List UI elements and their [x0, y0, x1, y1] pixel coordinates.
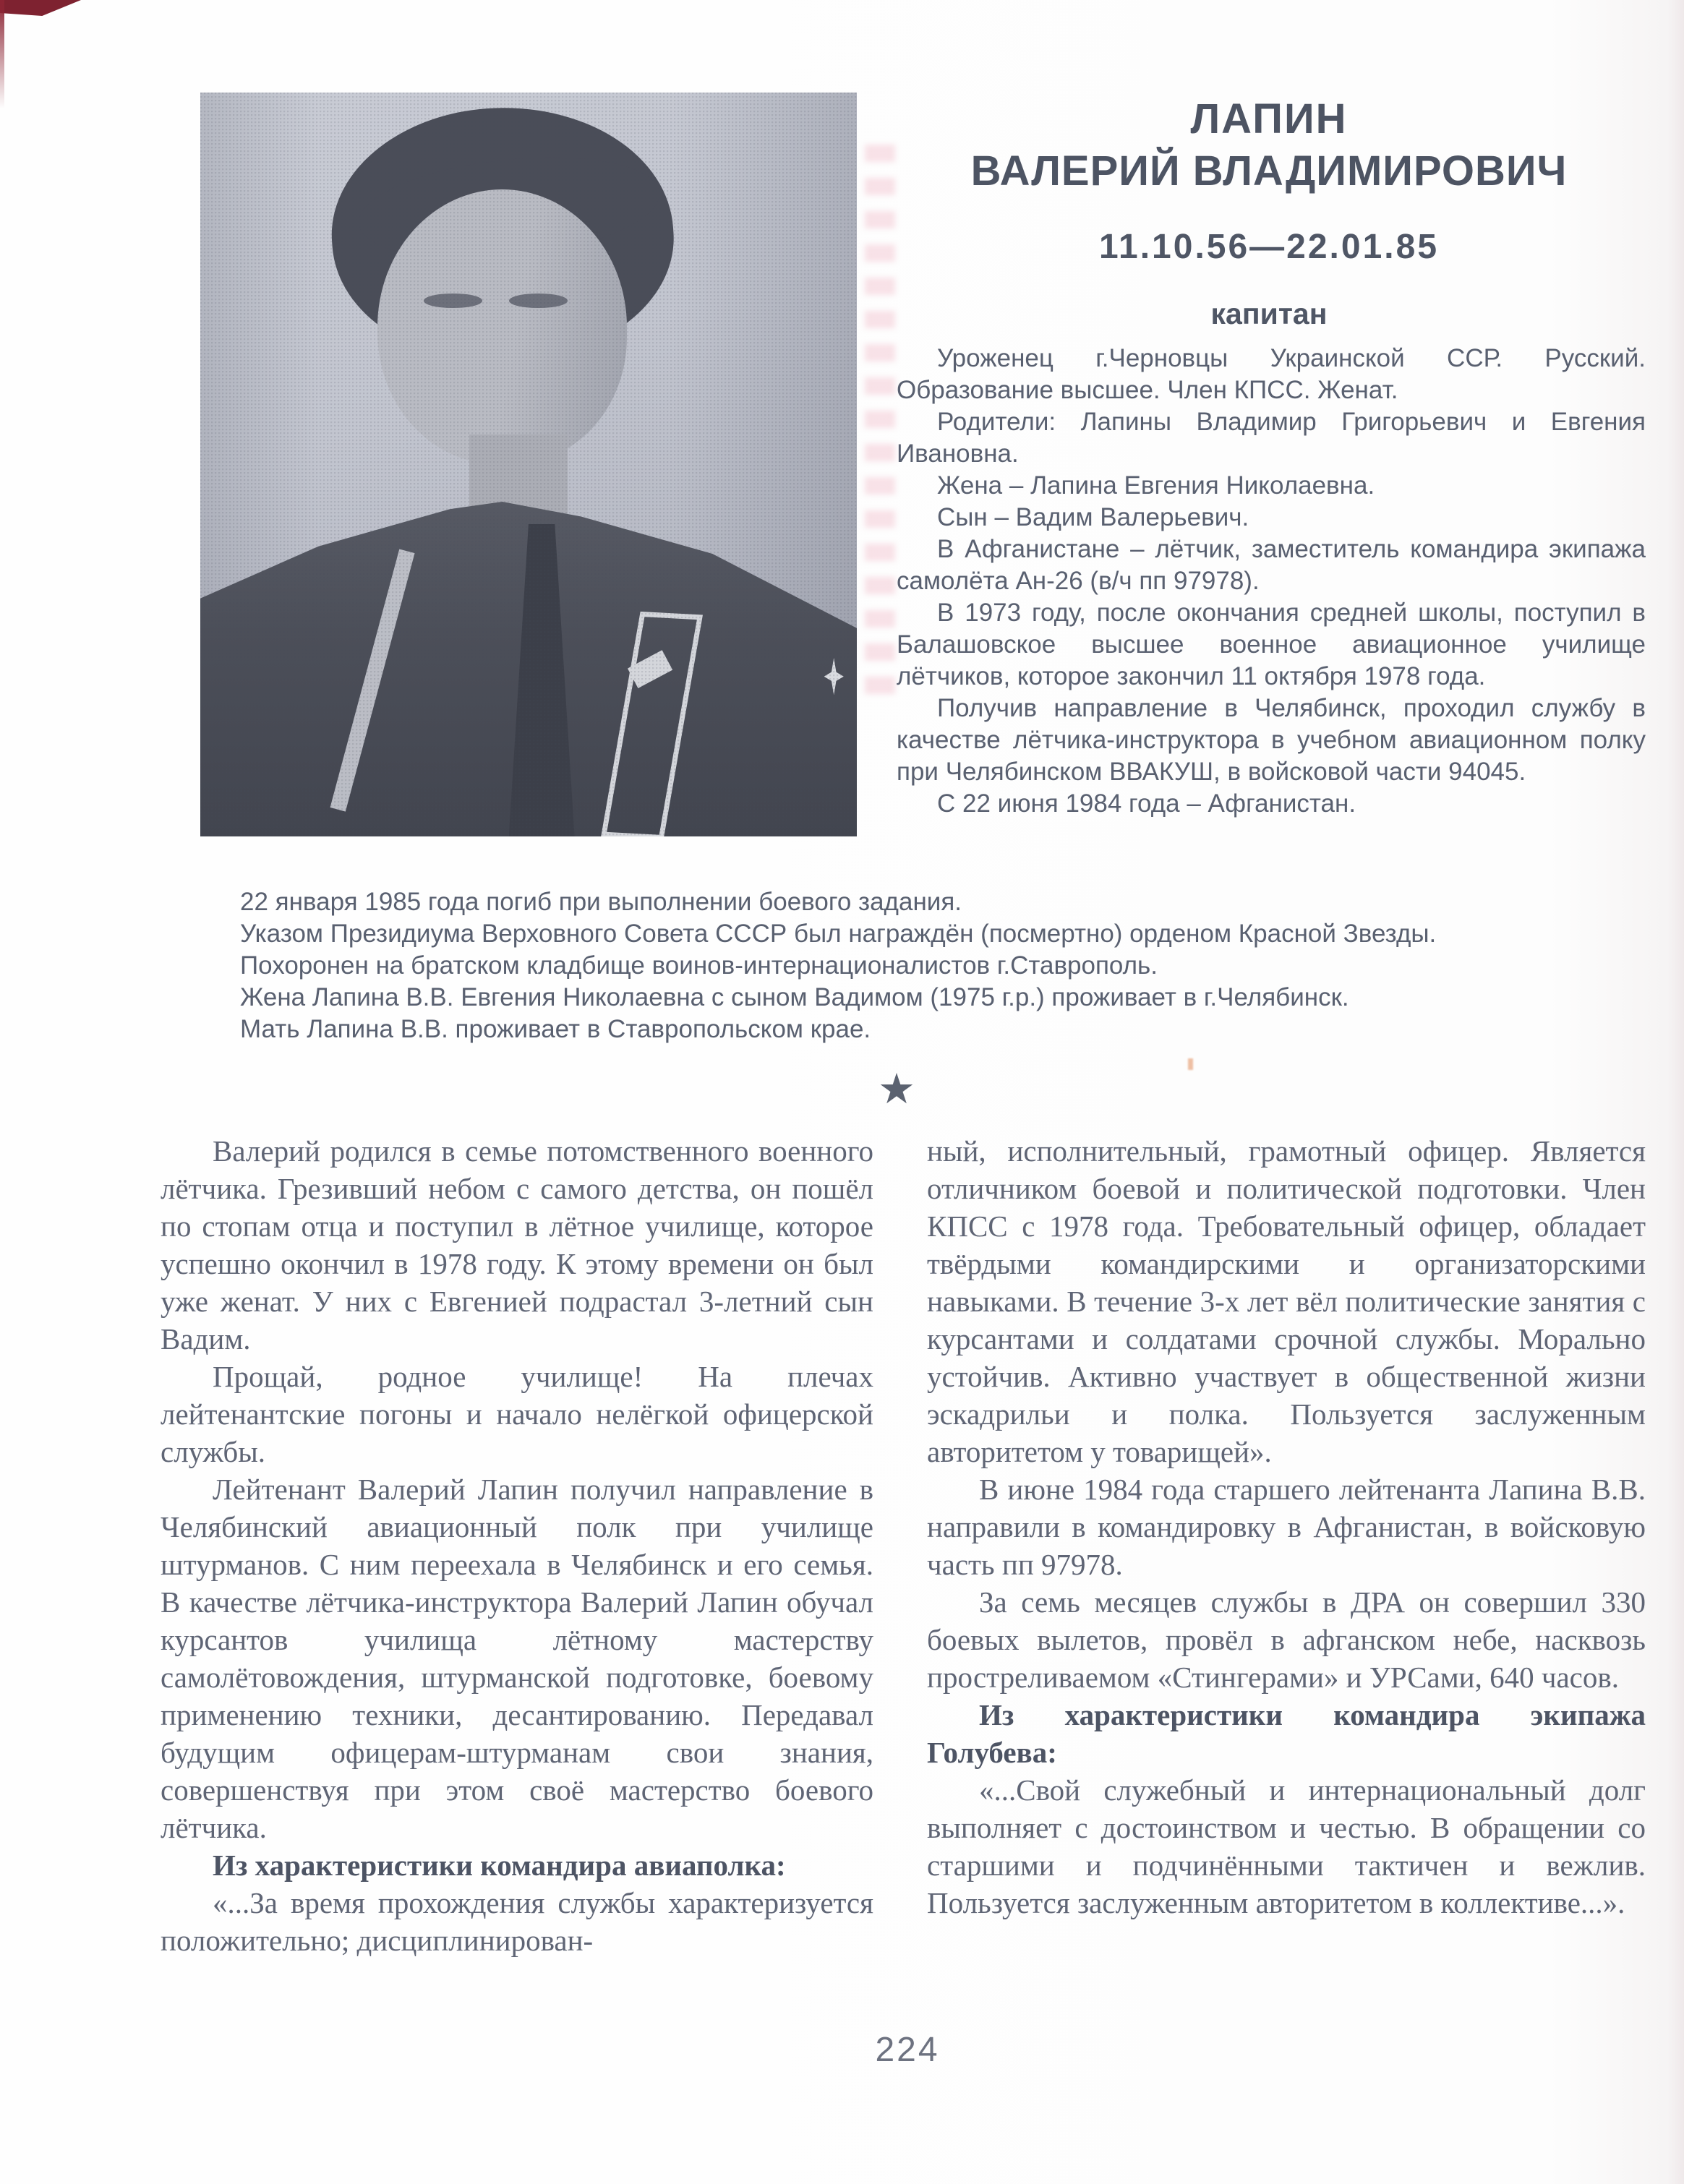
star-divider-icon: ★	[878, 1064, 915, 1113]
header-block	[893, 94, 1645, 331]
story-subheading: Из характеристики командира авиаполка:	[213, 1849, 786, 1882]
story-paragraph: Прощай, родное училище! На плечах лейтенантские погоны и начало нелёгкой офицерской службы.	[161, 1360, 873, 1468]
story-subheading: Из характеристики командира экипажа Голубева:	[927, 1698, 1646, 1769]
page-bleedthrough-artifact	[865, 145, 895, 694]
red-edge-artifact	[0, 0, 4, 108]
memorial-paragraph: 22 января 1985 года погиб при выполнении боевого задания.	[240, 888, 962, 916]
portrait-photo	[200, 93, 857, 836]
story-paragraph: ный, исполнительный, грамотный офицер. Является отличником боевой и политической подготовки. Член КПСС с 1978 года. Требовательный офицер, обладает твёрдыми командирскими и организаторскими навыками. В течение 3-х лет вёл политические занятия с курсантами и солдатами срочной службы. Морально устойчив. Активно участвует в общественной жизни эскадрильи и полка. Пользуется заслуженным авторитетом у товарищей».	[927, 1134, 1646, 1468]
story-paragraph: Валерий родился в семье потомственного военного лётчика. Грезивший небом с самого детства, он пошёл по стопам отца и поступил в лётное училище, которое успешно окончил в 1978 году. К этому времени он был уже женат. У них с Евгенией подрастал 3-летний сын Вадим.	[161, 1134, 873, 1356]
military-rank: капитан	[1210, 297, 1328, 330]
bio-paragraph: В 1973 году, после окончания средней школы, поступил в Балашовское высшее военное авиационное училище лётчиков, которое закончил 11 октября 1978 года.	[897, 599, 1646, 690]
bio-paragraph: Родители: Лапины Владимир Григорьевич и Евгения Ивановна.	[897, 408, 1646, 468]
life-dates: 11.10.56—22.01.85	[1098, 228, 1440, 266]
bio-paragraph: Уроженец г.Черновцы Украинской ССР. Русский. Образование высшее. Член КПСС. Женат.	[897, 344, 1646, 404]
biography-block	[897, 343, 1646, 820]
story-paragraph: «...Свой служебный и интернациональный долг выполняет с достоинством и честью. В обращении со старшими и подчинёнными тактичен и вежлив. Пользуется заслуженным авторитетом в коллективе...».	[927, 1773, 1646, 1919]
story-column-right	[927, 1132, 1646, 1922]
story-paragraph: В июне 1984 года старшего лейтенанта Лапина В.В. направили в командировку в Афганистан, в войсковую часть пп 97978.	[927, 1473, 1646, 1581]
story-column-left	[161, 1132, 873, 1959]
memorial-paragraph: Мать Лапина В.В. проживает в Ставропольском крае.	[240, 1015, 871, 1043]
bio-paragraph: Жена – Лапина Евгения Николаевна.	[937, 471, 1375, 500]
story-paragraph: «...За время прохождения службы характеризуется положительно; дисциплинирован-	[161, 1886, 873, 1957]
memorial-paragraph: Похоронен на братском кладбище воинов-интернационалистов г.Ставрополь.	[240, 951, 1158, 980]
ink-speck-artifact	[1188, 1058, 1193, 1070]
photo-halftone-texture	[200, 93, 857, 836]
bio-paragraph: С 22 июня 1984 года – Афганистан.	[937, 789, 1356, 818]
red-ink-corner-artifact	[0, 0, 81, 16]
bio-paragraph: Сын – Вадим Валерьевич.	[937, 503, 1249, 531]
memorial-paragraph: Указом Президиума Верховного Совета СССР был награждён (посмертно) орденом Красной Звезды.	[240, 920, 1437, 948]
story-paragraph: За семь месяцев службы в ДРА он совершил 330 боевых вылетов, провёл в афганском небе, насквозь простреливаемом «Стингерами» и УРСами, 640 часов.	[927, 1585, 1646, 1694]
story-paragraph: Лейтенант Валерий Лапин получил направление в Челябинский авиационный полк при училище штурманов. С ним переехала в Челябинск и его семья. В качестве лётчика-инструктора Валерий Лапин обучал курсантов училища лётному мастерству самолётовождения, штурманской подготовке, боевому применению техники, десантированию. Передавал будущим офицерам-штурманам свои знания, совершенствуя при этом своё мастерство боевого лётчика.	[161, 1473, 873, 1844]
memorial-paragraph: Жена Лапина В.В. Евгения Николаевна с сыном Вадимом (1975 г.р.) проживает в г.Челябинск.	[240, 983, 1349, 1011]
memorial-block	[200, 886, 1651, 1045]
person-name-patronymic: ВАЛЕРИЙ ВЛАДИМИРОВИЧ	[970, 147, 1568, 194]
bio-paragraph: В Афганистане – лётчик, заместитель командира экипажа самолёта Ан-26 (в/ч пп 97978).	[897, 535, 1646, 595]
page-number: 224	[875, 2031, 940, 2069]
person-surname: ЛАПИН	[1190, 95, 1348, 142]
bio-paragraph: Получив направление в Челябинск, проходил службу в качестве лётчика-инструктора в учебном авиационном полку при Челябинском ВВАКУШ, в войсковой части 94045.	[897, 694, 1646, 786]
